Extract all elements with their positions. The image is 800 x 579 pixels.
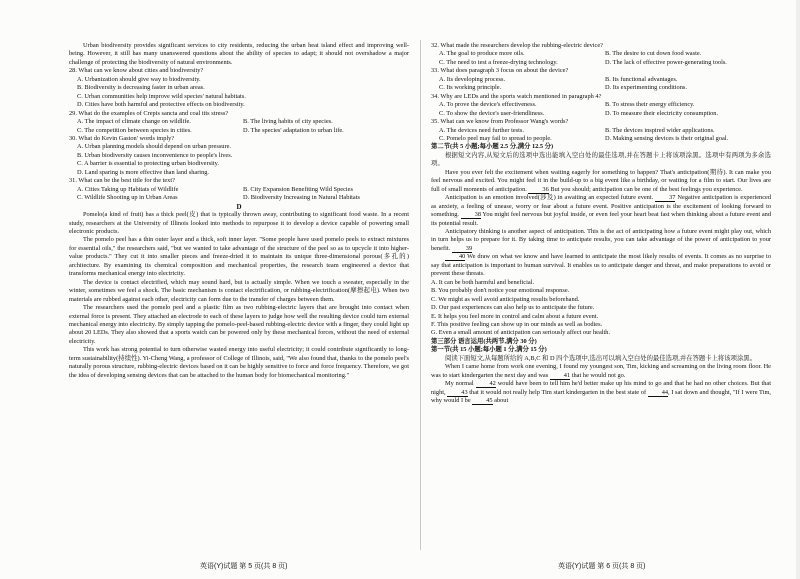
cloze-paragraph-4: 40 We draw on what we know and have learned to anticipate the most likely results of events. It comes as no surprise to say that anticipation is important to human survival. It enables us to anticipate danger and threat, and make preparations to avoid or prevent these threats.	[431, 253, 771, 278]
option-a: A. Urban planning models should depend on urban pressure.	[77, 143, 231, 151]
page-footer-left: 英语(Y)试题 第 5 页(共 8 页)	[200, 563, 288, 570]
section-2-instructions: 根据短文内容,从短文后的选项中选出能填入空白处的最佳选项,并在答题卡上将该项涂黑。选项中有两项为多余选项。	[431, 151, 771, 168]
option-c: C. The need to test a freeze-drying technology.	[439, 58, 558, 66]
option-row	[431, 101, 771, 109]
option-b: B. Biodiversity is decreasing faster in urban areas.	[77, 84, 205, 92]
option-row	[431, 50, 771, 58]
blank-45[interactable]: 45	[472, 397, 492, 405]
option-d: D. Biodiversity Increasing in Natural Habitats	[243, 194, 360, 202]
option-d: D. The lack of effective power-generating tools.	[605, 58, 727, 66]
question-stem: 33. What does paragraph 3 focus on about the device?	[431, 67, 569, 75]
option-row	[431, 59, 771, 67]
option-a: A. Cities Taking up Habitats of Wildlife	[77, 185, 179, 193]
question-stem: 32. What made the researchers develop the rubbing-electric device?	[431, 42, 603, 49]
passage-letter: D	[236, 202, 242, 211]
option-a: A. The devices need further tests.	[439, 126, 524, 134]
question-stem: 29. What do the examples of Crepis sancta and coal tits stress?	[69, 109, 229, 117]
option-c: C. Its working principle.	[439, 84, 502, 92]
part-3-section-1: 第一节(共 15 小题;每小题 1 分,满分 15 分)	[431, 346, 547, 354]
question-30	[69, 135, 409, 177]
choice-e: E. It helps you feel more in control and calm about a future event.	[431, 312, 599, 320]
choice-a: A. It can be both harmful and beneficial.	[431, 278, 535, 286]
cloze-story-paragraph-1: When I came home from work one evening, I found my youngest son, Tim, kicking and screaming on the living room floor. He was to start kindergarten the next day and was 41 that he would not go.	[431, 363, 771, 379]
question-stem: 28. What can we know about cities and biodiversity?	[69, 67, 204, 75]
option-row	[431, 84, 771, 92]
option-b: B. Its functional advantages.	[605, 75, 678, 83]
choice-d: D. Our past experiences can also help us to anticipate the future.	[431, 304, 595, 312]
passage-paragraph-1: Pomelo(a kind of fruit) has a thick peel(皮) that is typically thrown away, contributing to significant food waste. In a recent study, researchers at the University of Illinois looked into methods to repurpose it to develop a device capable of powering small electronic products.	[69, 211, 409, 235]
choice-b: B. You probably don't notice your emotional response.	[431, 287, 570, 295]
blank-37[interactable]: 37	[655, 194, 675, 202]
part-3-instructions: 阅读下面短文,从每题所给的 A,B,C 和 D 四个选项中,选出可以填入空白处的最佳选项,并在答题卡上将该项涂黑。	[444, 354, 756, 362]
option-c: C. Urban communities help improve wild species' natural habitats.	[77, 92, 246, 100]
blank-36[interactable]: 36	[528, 186, 548, 194]
option-b: B. Urban biodiversity causes inconvenience to people's lives.	[77, 151, 233, 159]
option-d: D. The species' adaptation to urban life.	[243, 126, 344, 134]
question-stem: 34. Why are LEDs and the sports watch mentioned in paragraph 4?	[431, 92, 602, 100]
cloze-paragraph-1: Have you ever felt the excitement when waiting eagerly for something to happen? That's anticipation(期待). It can make you feel nervous and excited. You might feel it in the build-up to a big event like a birthday, or waiting for a film to start. Our lives are full of small moments of anticipation. 36 But you should; anticipation can be one of the best feelings you experience.	[431, 168, 771, 193]
option-a: A. The impact of climate change on wildlife.	[77, 118, 191, 126]
choice-c: C. We might as well avoid anticipating results beforehand.	[431, 295, 580, 303]
option-d: D. Cities have both harmful and protective effects on biodiversity.	[77, 101, 245, 109]
option-b: B. City Expansion Benefiting Wild Species	[243, 185, 353, 193]
option-c: C. To show the device's user-friendliness.	[439, 109, 545, 117]
question-stem: 31. What can be the best title for the text?	[69, 177, 175, 185]
option-d: D. Land sparing is more effective than land sharing.	[77, 168, 210, 176]
cloze-paragraph-2: Anticipation is an emotion involved(涉及) in awaiting an expected future event. 37 Negative anticipation is experienced as anxiety, a feeling of unease, worry or fear about a future event. Positive anticipation is the excitement of looking forward to something. 38 You might feel nervous but joyful inside, or even feel your heart beat fast when thinking about a future event and its potential result.	[431, 194, 771, 227]
intro-paragraph: Urban biodiversity provides significant services to city residents, reducing the urban heat island effect and improving well-being. However, it still has many unanswered questions about the ability of species to adapt; it should not overshadow a major challenge of protecting the biodiversity of natural environments.	[69, 42, 409, 66]
page-footer-right: 英语(Y)试题 第 6 页(共 8 页)	[558, 563, 646, 570]
option-d: D. To measure their electricity consumption.	[605, 109, 719, 117]
option-b: B. The desire to cut down food waste.	[605, 50, 702, 58]
option-row	[69, 127, 409, 135]
question-29	[69, 110, 409, 135]
cloze-story-paragraph-2: My normal 42 would have been to tell him he'd better make up his mind to go and that he had no other choices. But that night, 43 that it would not really help Tim start kindergarten in the best state of 44, I sat down and thought, "If I were Tim, why would I be 45 about	[431, 380, 771, 405]
blank-41[interactable]: 41	[550, 372, 570, 380]
option-row	[69, 186, 409, 194]
passage-paragraph-5: This work has strong potential to turn otherwise wasted energy into useful electricity; it could contribute significantly to long-term sustainability(持续性). Yi-Cheng Wang, a professor of College of Illinois, said, "We also found that, thanks to the pomelo peel's naturally porous structure, rubbing-electric devices based on it can be highly sensitive to force and force frequency. Therefore, we got the idea of developing sensing devices that can be attached to the human body for biomechanical monitoring."	[69, 346, 409, 379]
option-c: C. Pomelo peel may fail to spread to people.	[439, 134, 552, 142]
option-row	[69, 194, 409, 202]
option-row	[69, 118, 409, 126]
option-b: B. To stress their energy efficiency.	[605, 101, 695, 109]
part-3-title: 第三部分 语言运用(共两节,满分 30 分)	[431, 337, 537, 345]
option-a: A. The goal to produce more oils.	[439, 50, 525, 58]
blank-39[interactable]: 39	[452, 245, 472, 253]
question-stem: 30. What do Kevin Gaston' words imply?	[69, 134, 175, 142]
blank-44[interactable]: 44	[648, 389, 668, 397]
option-row	[431, 76, 771, 84]
passage-paragraph-2: The pomelo peel has a thin outer layer and a thick, soft inner layer. "Some people have used pomelo peels to extract mixtures for essential oils," the researchers said, "but we wanted to take advantage of the structure of the peel so as to upcycle it into higher-value products." They cut it into smaller pieces and freeze-dried it to maintain its unique three-dimensional porous(多孔的) architecture. By examining its chemical composition and mechanical properties, the research team engineered a device that transforms mechanical energy into electricity.	[69, 236, 409, 278]
passage-paragraph-3: The device is contact electrified, which may sound hard, but is actually simple. When we touch a sweater, especially in the winter, sometimes we feel a shock. The basic mechanism is contact electrification, or rubbing-electrification(摩擦起电). When two materials are rubbed against each other, electricity can form due to the transfer of charges between them.	[69, 278, 409, 303]
section-2-title: 第二节(共 5 小题;每小题 2.5 分,满分 12.5 分)	[431, 143, 554, 151]
question-34	[431, 93, 771, 118]
question-31	[69, 177, 409, 202]
blank-38[interactable]: 38	[461, 211, 481, 219]
option-d: D. Making sensing devices is their original goal.	[605, 134, 729, 142]
option-b: B. The devices inspired wider applications.	[605, 126, 715, 134]
option-row	[431, 110, 771, 118]
left-column	[69, 42, 409, 380]
question-28	[69, 67, 409, 109]
column-divider	[420, 40, 421, 550]
option-a: A. Its developing process.	[439, 75, 506, 83]
choice-g: G. Even a small amount of anticipation can seriously affect our health.	[431, 329, 611, 337]
option-c: C. The competition between species in cities.	[77, 126, 192, 134]
question-stem: 35. What can we know from Professor Wang's words?	[431, 118, 569, 126]
choice-f: F. This positive feeling can show up in our minds as well as bodies.	[431, 320, 603, 328]
option-c: C. Wildlife Shooting up in Urban Areas	[77, 194, 178, 202]
blank-40[interactable]: 40	[445, 253, 465, 261]
blank-43[interactable]: 43	[447, 389, 467, 397]
question-33	[431, 67, 771, 92]
scan-edge	[796, 0, 800, 579]
option-b: B. The living habits of city species.	[243, 118, 333, 126]
option-c: C. A barrier is essential to protecting urban biodiversity.	[77, 160, 219, 168]
passage-paragraph-4: The researchers used the pomelo peel and a plastic film as two rubbing-electric layers that are brought into contact when external force is present. They attached an electrode to each of these layers to judge how well the resulting device could turn external mechanical energy into electricity. By simply tapping the pomelo-peel-based rubbing-electric device with a finger, they could light up about 20 LEDs. They also showed that a sports watch can be powered only by these mechanical forces, without the need of external electricity.	[69, 304, 409, 345]
cloze-paragraph-3: Anticipatory thinking is another aspect of anticipation. This is the act of anticipating how a future event might play out, which in turn helps us to prepare for it. By taking time to anticipate results, you can take advantage of the power of anticipation to your benefit. 39	[431, 227, 771, 252]
option-a: A. Urbanization should give way to biodiversity.	[77, 75, 201, 83]
question-35	[431, 118, 771, 143]
option-a: A. To prove the device's effectiveness.	[439, 101, 537, 109]
right-column	[431, 42, 771, 405]
option-d: D. Its experimenting conditions.	[605, 84, 687, 92]
option-row	[431, 127, 771, 135]
question-32	[431, 42, 771, 67]
blank-42[interactable]: 42	[476, 380, 496, 388]
